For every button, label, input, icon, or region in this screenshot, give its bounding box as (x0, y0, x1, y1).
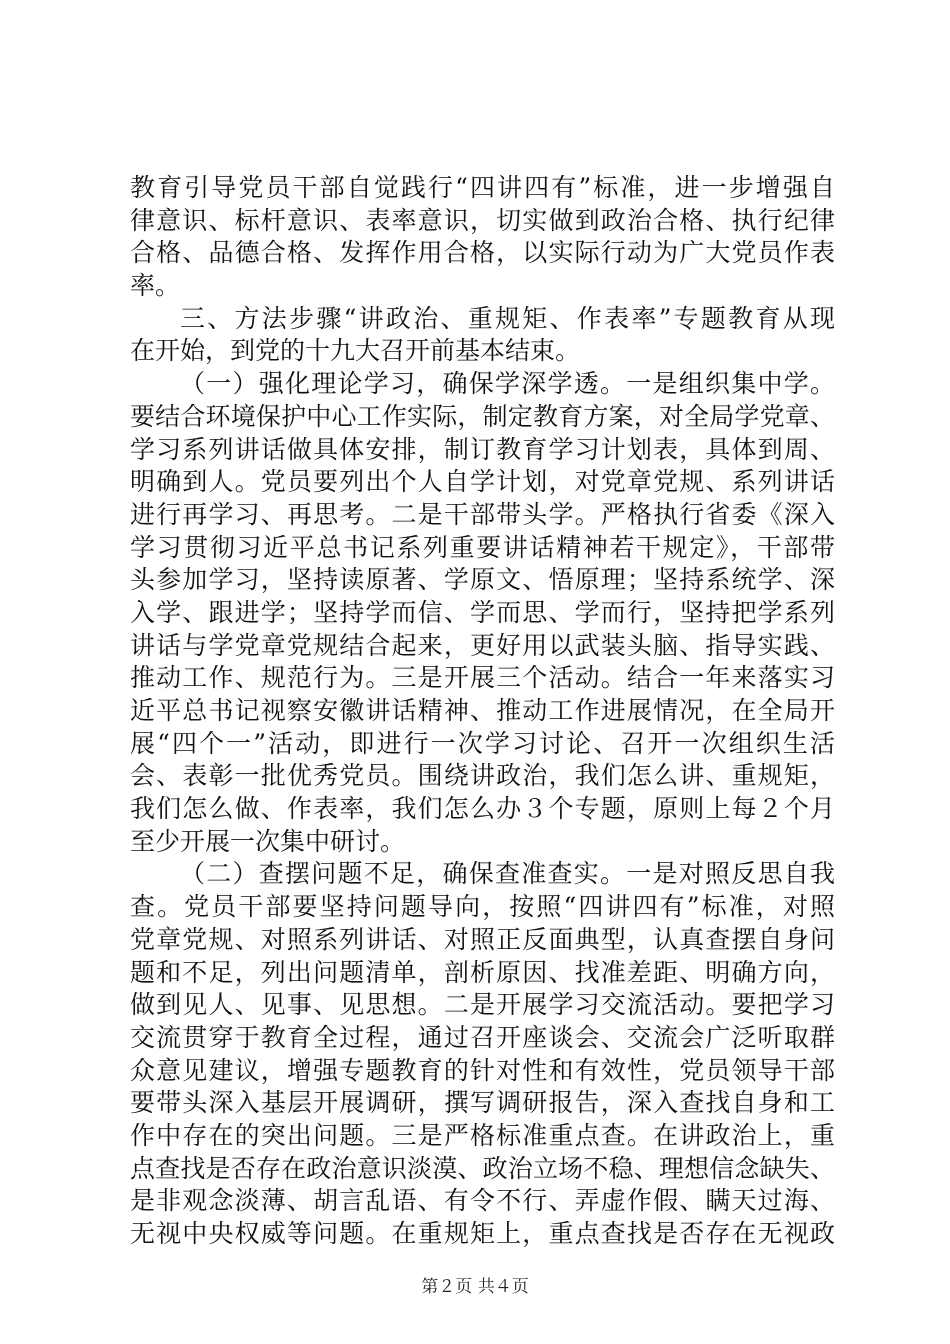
text-line: 党章党规、对照系列讲话、对照正反面典型，认真查摆自身问 (130, 924, 835, 954)
text-line: 查。党员干部要坚持问题导向，按照“四讲四有”标准，对照 (130, 892, 835, 922)
text-line: 率。 (130, 271, 181, 301)
text-line: 展“四个一”活动，即进行一次学习讨论、召开一次组织生活 (130, 728, 835, 758)
document-body (130, 172, 835, 1251)
text-line: 讲话与学党章党规结合起来，更好用以武装头脑、指导实践、 (130, 630, 835, 660)
text-line: 推动工作、规范行为。三是开展三个活动。结合一年来落实习 (130, 663, 835, 693)
text-line: 要带头深入基层开展调研，撰写调研报告，深入查找自身和工 (130, 1088, 835, 1118)
text-line: 是非观念淡薄、胡言乱语、有令不行、弄虚作假、瞒天过海、 (130, 1186, 835, 1216)
text-line: （一）强化理论学习，确保学深学透。一是组织集中学。 (180, 369, 835, 399)
text-line: 题和不足，列出问题清单，剖析原因、找准差距、明确方向， (130, 957, 835, 987)
text-line: 学习贯彻习近平总书记系列重要讲话精神若干规定》，干部带 (130, 532, 835, 562)
text-line: 要结合环境保护中心工作实际，制定教育方案，对全局学党章、 (130, 401, 835, 431)
text-line: 点查找是否存在政治意识淡漠、政治立场不稳、理想信念缺失、 (130, 1153, 835, 1183)
text-line: 会、表彰一批优秀党员。围绕讲政治，我们怎么讲、重规矩， (130, 761, 835, 791)
text-line: 进行再学习、再思考。二是干部带头学。严格执行省委《深入 (130, 499, 835, 529)
text-line: 律意识、标杆意识、表率意识，切实做到政治合格、执行纪律 (130, 205, 835, 235)
text-line: 三、方法步骤“讲政治、重规矩、作表率”专题教育从现 (180, 303, 835, 333)
text-line: 近平总书记视察安徽讲话精神、推动工作进展情况，在全局开 (130, 696, 835, 725)
text-line: 入学、跟进学；坚持学而信、学而思、学而行，坚持把学系列 (130, 597, 835, 627)
text-line: （二）查摆问题不足，确保查准查实。一是对照反思自我 (180, 859, 835, 889)
text-line: 众意见建议，增强专题教育的针对性和有效性，党员领导干部 (130, 1055, 835, 1085)
text-line: 无视中央权威等问题。在重规矩上，重点查找是否存在无视政 (130, 1219, 835, 1248)
text-line: 做到见人、见事、见思想。二是开展学习交流活动。要把学习 (130, 990, 835, 1020)
page-footer: 第２页 共４页 (421, 1277, 529, 1297)
text-line: 头参加学习，坚持读原著、学原文、悟原理；坚持系统学、深 (130, 565, 835, 595)
text-line: 交流贯穿于教育全过程，通过召开座谈会、交流会广泛听取群 (130, 1022, 835, 1052)
text-line: 在开始，到党的十九大召开前基本结束。 (130, 336, 581, 366)
text-line: 至少开展一次集中研讨。 (130, 826, 406, 856)
text-line: 合格、品德合格、发挥作用合格，以实际行动为广大党员作表 (130, 238, 835, 268)
text-line: 教育引导党员干部自觉践行“四讲四有”标准，进一步增强自 (130, 173, 835, 202)
text-line: 我们怎么做、作表率，我们怎么办３个专题，原则上每２个月 (130, 794, 835, 824)
text-line: 明确到人。党员要列出个人自学计划，对党章党规、系列讲话 (130, 467, 835, 497)
text-line: 学习系列讲话做具体安排，制订教育学习计划表，具体到周、 (130, 434, 835, 464)
text-line: 作中存在的突出问题。三是严格标准重点查。在讲政治上，重 (130, 1120, 835, 1150)
